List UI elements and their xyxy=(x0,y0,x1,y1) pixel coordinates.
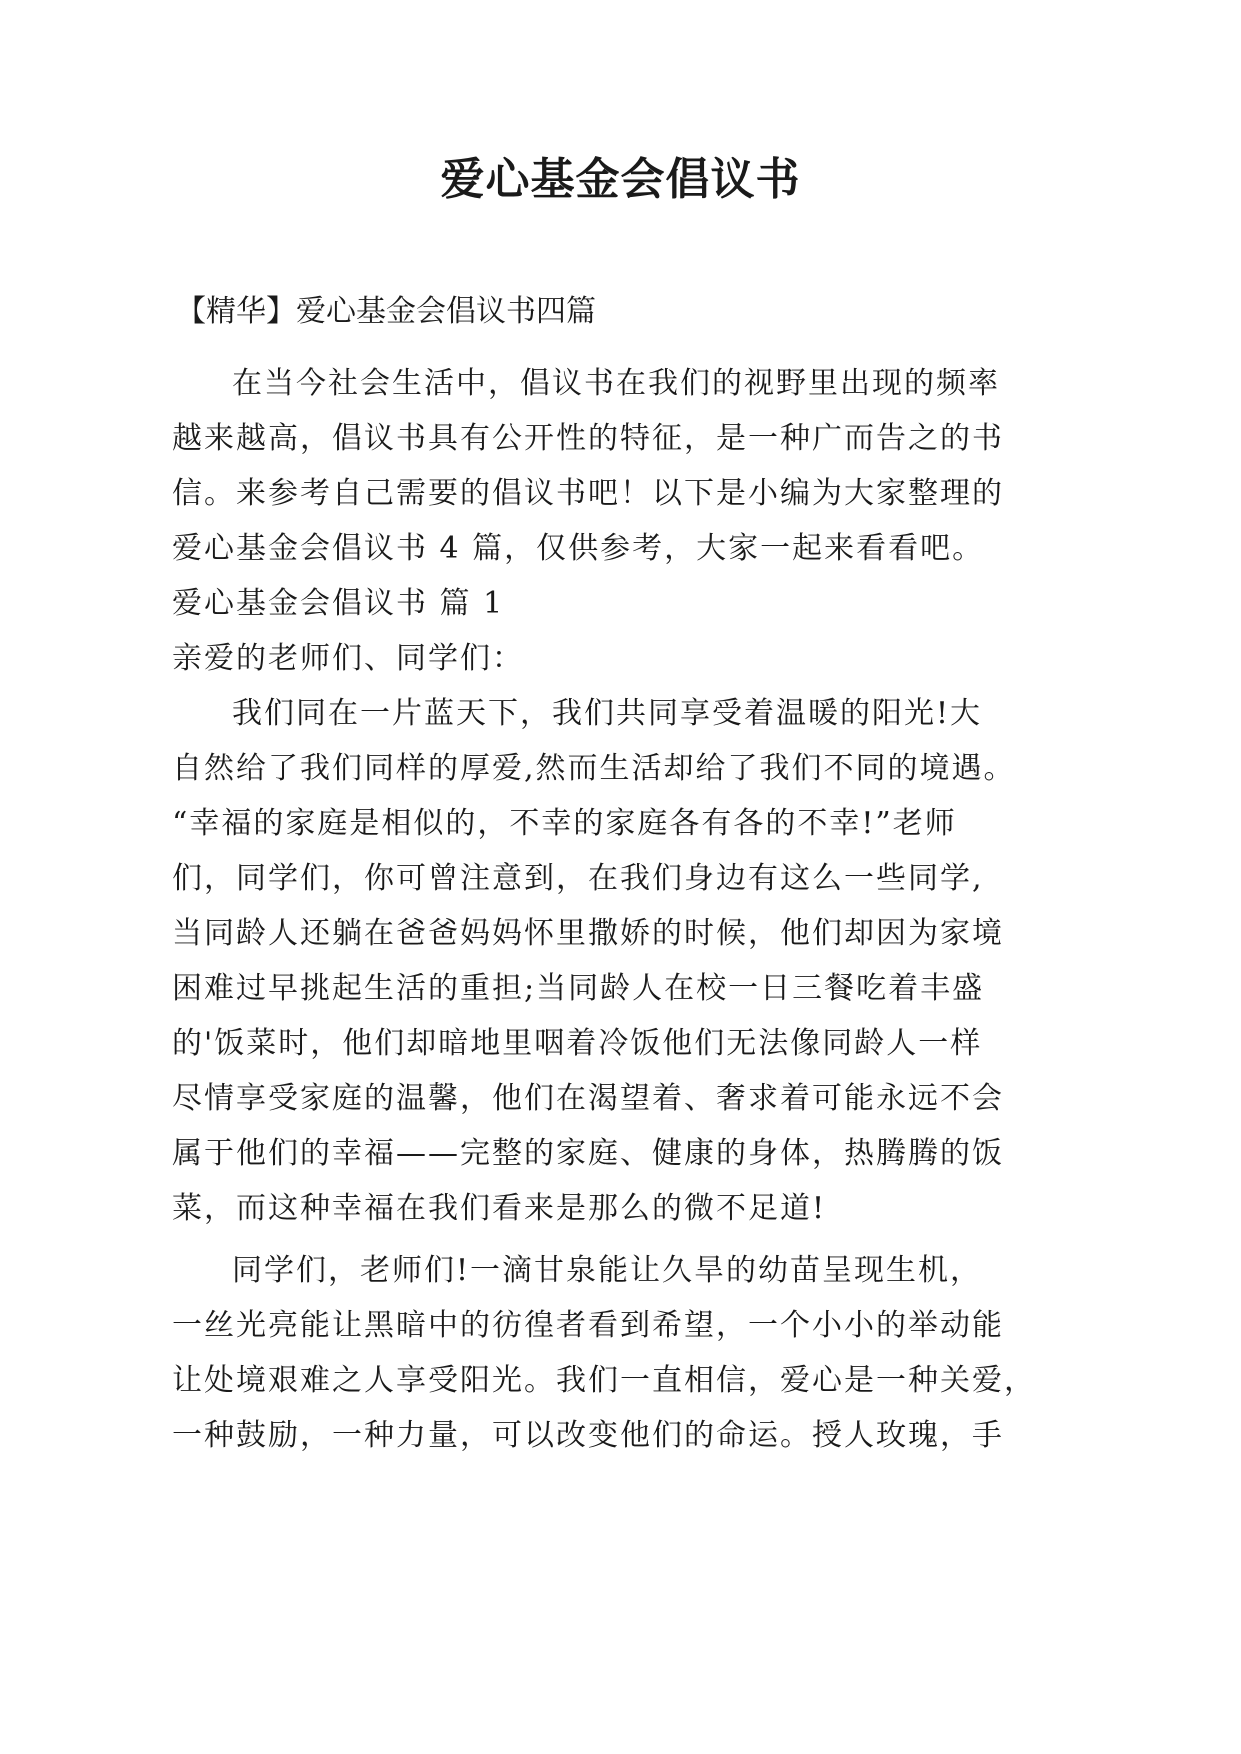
body-line: 菜，而这种幸福在我们看来是那么的微不足道! xyxy=(172,1191,827,1226)
section-heading: 爱心基金会倡议书 篇 1 xyxy=(172,586,505,621)
body-line: 一丝光亮能让黑暗中的彷徨者看到希望，一个小小的举动能 xyxy=(172,1308,1004,1343)
salutation: 亲爱的老师们、同学们： xyxy=(172,641,524,676)
document-subtitle: 【精华】爱心基金会倡议书四篇 xyxy=(176,294,596,329)
body-line: 在当今社会生活中，倡议书在我们的视野里出现的频率 xyxy=(232,366,1000,401)
body-line: 当同龄人还躺在爸爸妈妈怀里撒娇的时候，他们却因为家境 xyxy=(172,916,1004,951)
body-line: 爱心基金会倡议书 4 篇，仅供参考，大家一起来看看吧。 xyxy=(172,531,985,566)
body-line: 我们同在一片蓝天下，我们共同享受着温暖的阳光!大 xyxy=(232,696,983,731)
body-line: 困难过早挑起生活的重担;当同龄人在校一日三餐吃着丰盛 xyxy=(172,971,985,1006)
body-line: 自然给了我们同样的厚爱,然而生活却给了我们不同的境遇。 xyxy=(172,751,1016,786)
body-line: 一种鼓励，一种力量，可以改变他们的命运。授人玫瑰，手 xyxy=(172,1418,1004,1453)
body-line: 的'饭菜时，他们却暗地里咽着冷饭他们无法像同龄人一样 xyxy=(172,1026,983,1061)
body-line: “幸福的家庭是相似的，不幸的家庭各有各的不幸!”老师 xyxy=(172,806,957,841)
body-line: 们，同学们，你可曾注意到，在我们身边有这么一些同学, xyxy=(172,861,984,896)
document-title: 爱心基金会倡议书 xyxy=(440,154,801,205)
body-line: 越来越高，倡议书具有公开性的特征，是一种广而告之的书 xyxy=(172,421,1004,456)
body-line: 信。来参考自己需要的倡议书吧！以下是小编为大家整理的 xyxy=(172,476,1004,511)
body-line: 属于他们的幸福——完整的家庭、健康的身体，热腾腾的饭 xyxy=(172,1136,1004,1171)
body-line: 同学们，老师们!一滴甘泉能让久旱的幼苗呈现生机， xyxy=(232,1253,983,1288)
body-line: 让处境艰难之人享受阳光。我们一直相信，爱心是一种关爱， xyxy=(172,1363,1036,1398)
body-line: 尽情享受家庭的温馨，他们在渴望着、奢求着可能永远不会 xyxy=(172,1081,1004,1116)
